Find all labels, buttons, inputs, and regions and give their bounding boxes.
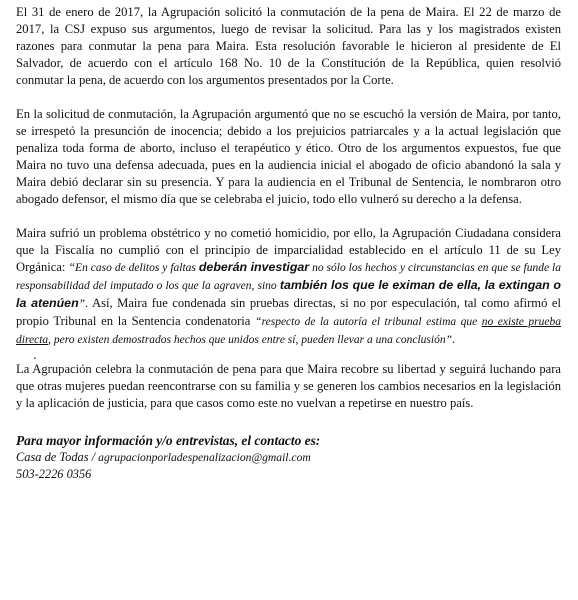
sentencia-quote-underlined: no existe prueba directa <box>16 316 561 346</box>
paragraph-conmutacion-solicitud: El 31 de enero de 2017, la Agrupación solicitó la conmutación de la pena de Maira. El 22 de marzo de 2017, la CSJ expuso sus argumentos, luego de revisar la solicitud. Para las y los magistrados existen razones para conmutar la pena para Maira. Esta resolución favorable le hicieron al presidente de El Salvador, de acuerdo con el artículo 168 No. 10 de la Constitución de la República, quien resolvió conmutar la pena, de acuerdo con los argumentos presentados por la Corte. <box>16 5 561 87</box>
sentencia-quote-end: , pero existen demostrados hechos que unidos entre sí, pueden llevar a una conclusión” <box>48 334 452 346</box>
stray-dot: . <box>33 348 37 362</box>
ley-organica-quote-end: ” <box>78 298 86 310</box>
contact-email[interactable]: agrupacionporladespenalizacion@gmail.com <box>98 451 311 464</box>
paragraph-celebracion: La Agrupación celebra la conmutación de pena para que Maira recobre su libertad y seguirá luchando para que otras mujeres puedan reencontrarse con su familia y se generen los cambios necesarios en la legislación y la aplicación de justicia, para que casos como este no vuelvan a repetirse en nuestro país. <box>16 362 561 410</box>
ley-organica-quote-emphasis-2: también los que le eximan de ella, la extingan o la atenúen <box>16 278 561 310</box>
sentencia-quote-start: “respecto de la autoría el tribunal estima que <box>255 316 482 328</box>
contact-heading: Para mayor información y/o entrevistas, el contacto es: <box>16 433 321 448</box>
paragraph-fiscalia <box>16 225 561 349</box>
ley-organica-quote-start: “En caso de delitos y faltas <box>68 262 199 274</box>
paragraph-fiscalia-intro: Maira sufrió un problema obstétrico y no cometió homicidio, por ello, la Agrupación Ciudadana considera que la Fiscalía no cumplió con el principio de imparcialidad establecido en el artículo 11 de su Ley Orgánica: <box>16 226 561 274</box>
paragraph-fiscalia-middle: . Así, Maira fue condenada sin pruebas directas, si no por especulación, tal como afirmó el propio Tribunal en la Sentencia condenatoria <box>16 296 561 328</box>
paragraph-argumentos: En la solicitud de conmutación, la Agrupación argumentó que no se escuchó la versión de Maira, por tanto, se irrespetó la presunción de inocencia; debido a los prejuicios patriarcales y a la actual legislación que penaliza toda forma de aborto, incluso el terapéutico y ético. Otro de los argumentos expuestos, fue que Maira no tuvo una defensa adecuada, pues en la audiencia inicial el abogado de oficio abandonó la sala y Maira debió declarar sin su presencia. Y para la audiencia en el Tribunal de Sentencia, le nombraron otro abogado defensor, el mismo día que se celebraba el juicio, todo ello vulneró su derecho a la defensa. <box>16 107 561 206</box>
ley-organica-quote-emphasis-1: deberán investigar <box>198 260 310 274</box>
paragraph-spacer <box>16 208 561 225</box>
contact-phone: 503-2226 0356 <box>16 467 92 481</box>
paragraph-fiscalia-period: . <box>451 332 456 346</box>
paragraph-spacer <box>16 89 561 106</box>
contact-org-line <box>16 449 561 466</box>
contact-org: Casa de Todas / <box>16 450 99 464</box>
ley-organica-quote-middle: no sólo los hechos y circunstancias en que se funde la responsabilidad del imputado o los que la agraven, sino <box>16 262 561 292</box>
